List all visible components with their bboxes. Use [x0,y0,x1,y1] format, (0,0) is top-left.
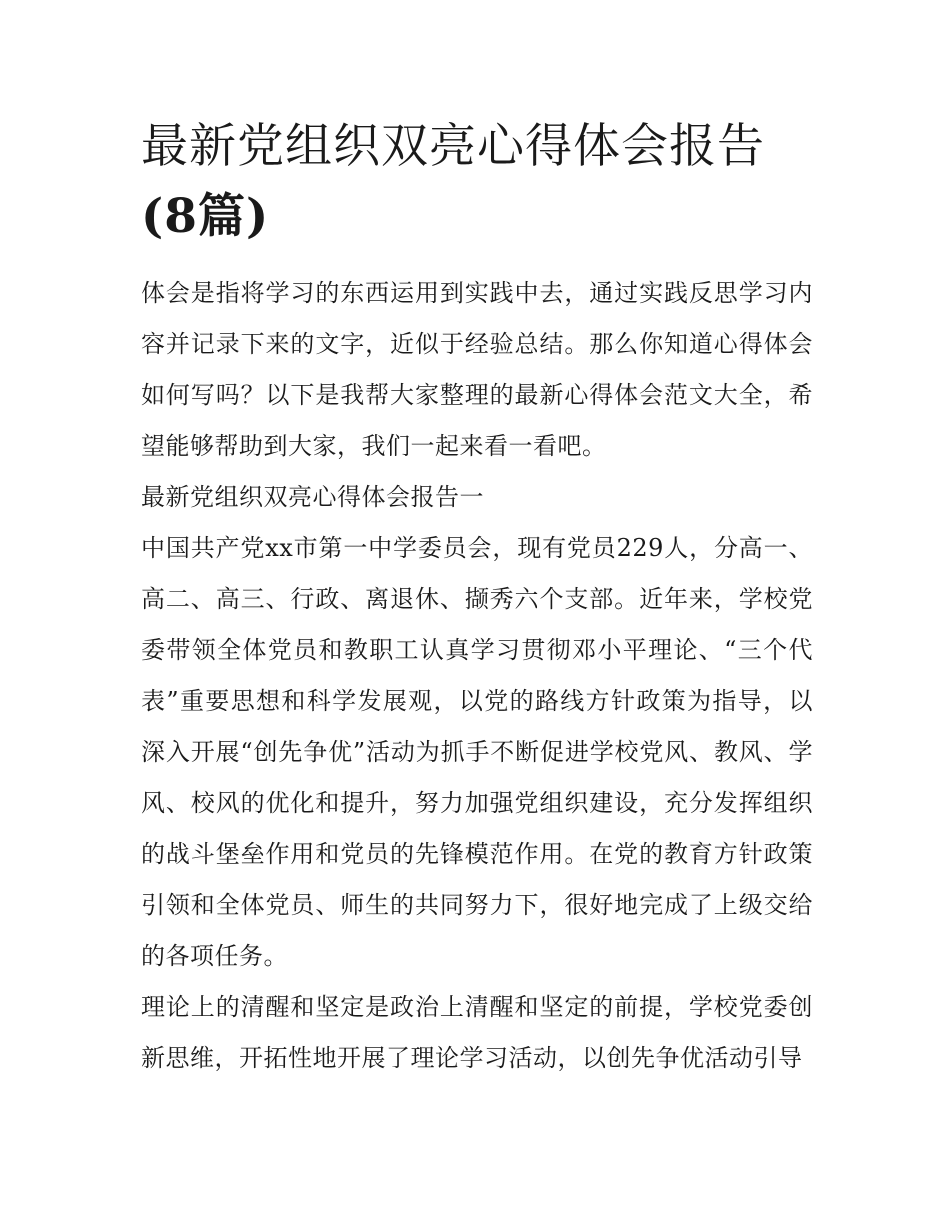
body-paragraph-2: 理论上的清醒和坚定是政治上清醒和坚定的前提，学校党委创新思维，开拓性地开展了理论学习活动，以创先争优活动引导 [141,993,813,1072]
body-paragraph-1: 中国共产党xx市第一中学委员会，现有党员229人，分高一、高二、高三、行政、离退休、撷秀六个支部。近年来，学校党委带领全体党员和教职工认真学习贯彻邓小平理论、“三个代表”重要思想和科学发展观，以党的路线方针政策为指导，以深入开展“创先争优”活动为抓手不断促进学校党风、教风、学风、校风的优化和提升，努力加强党组织建设，充分发挥组织的战斗堡垒作用和党员的先锋模范作用。在党的教育方针政策引领和全体党员、师生的共同努力下，很好地完成了上级交给的各项任务。 [141,534,813,970]
title-suffix: (8篇) [141,189,270,244]
intro-paragraph: 体会是指将学习的东西运用到实践中去，通过实践反思学习内容并记录下来的文字，近似于经验总结。那么你知道心得体会如何写吗？以下是我帮大家整理的最新心得体会范文大全，希望能够帮助到大家，我们一起来看一看吧。 [141,279,813,460]
section-heading: 最新党组织双亮心得体会报告一 [141,483,484,511]
title-main: 最新党组织双亮心得体会报告 [141,119,765,174]
document-body [141,112,813,1084]
document-title [141,112,813,252]
